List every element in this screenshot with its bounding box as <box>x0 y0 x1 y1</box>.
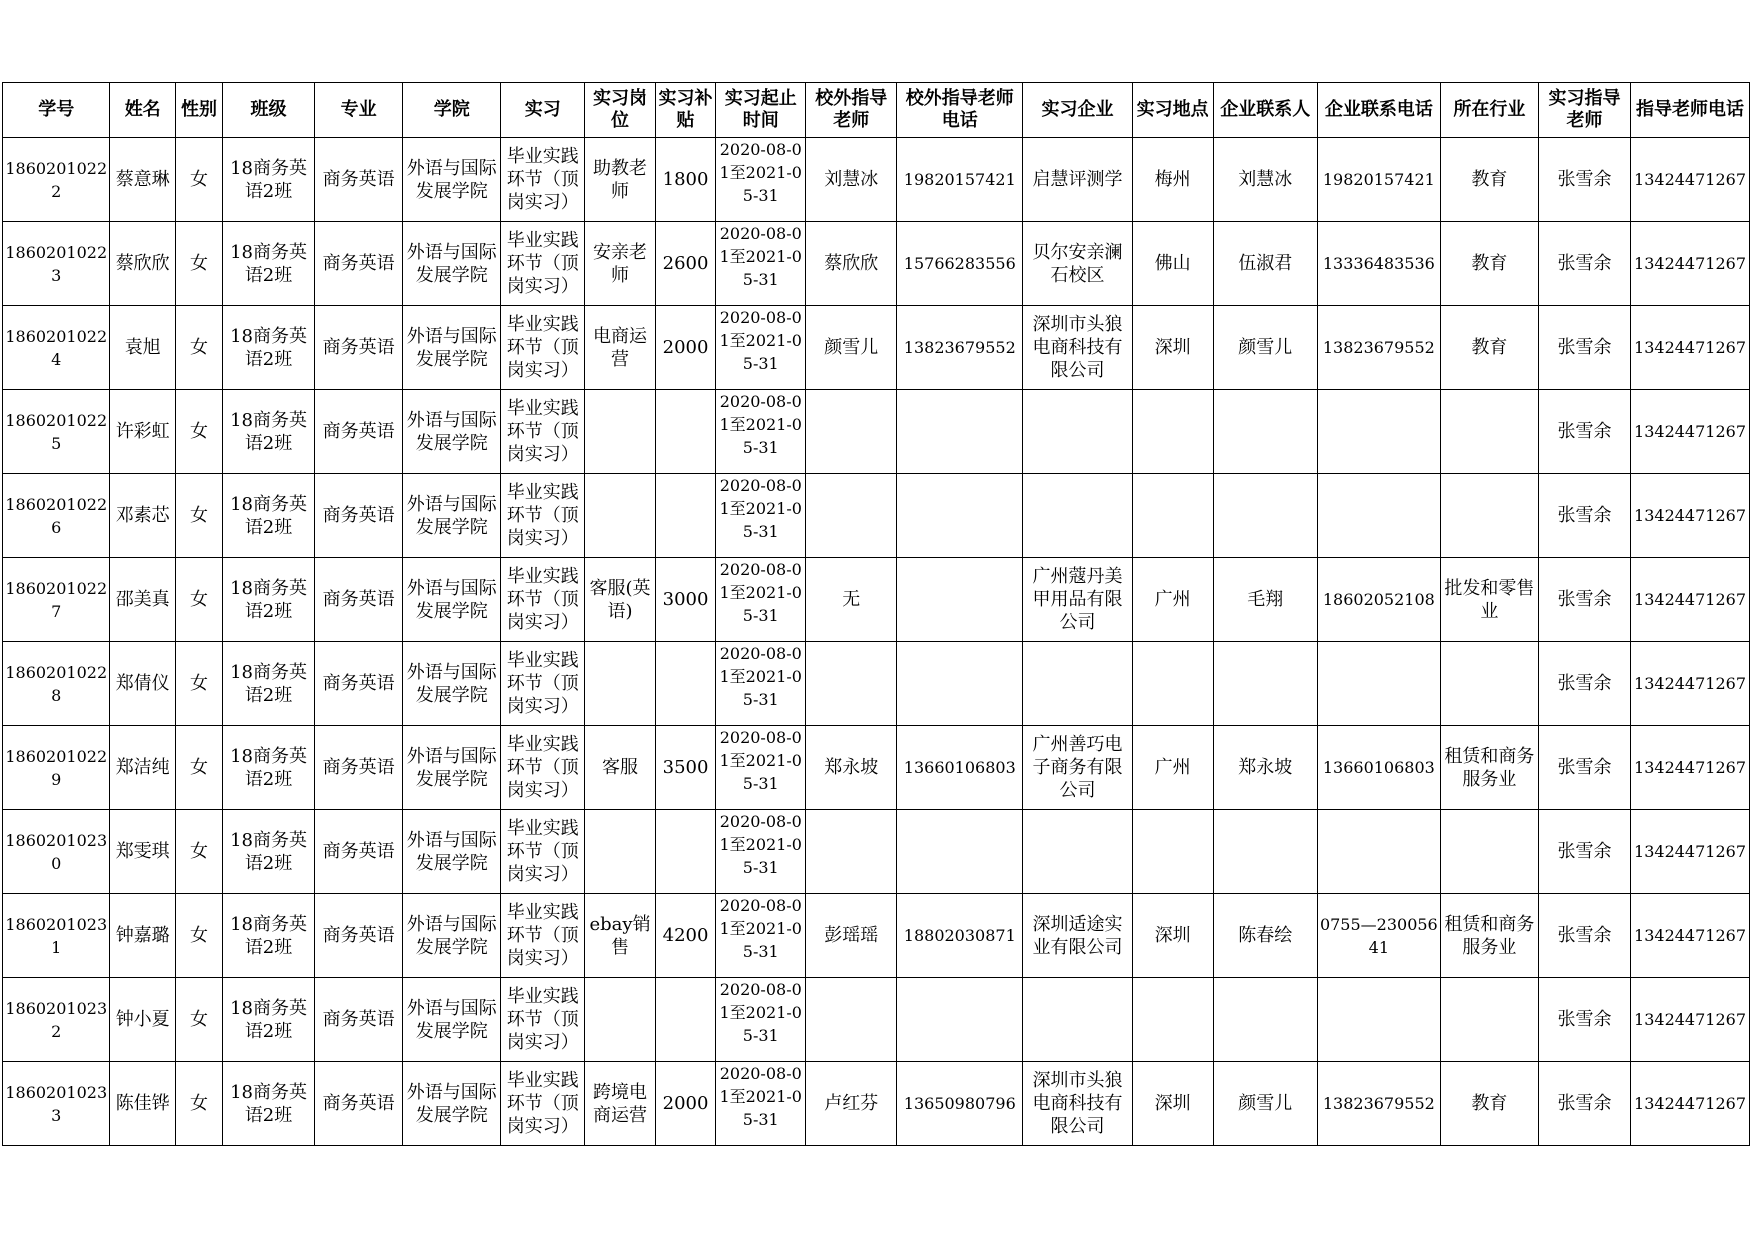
company-cell: 广州善巧电子商务有限公司 <box>1023 726 1133 810</box>
major-cell: 商务英语 <box>315 726 403 810</box>
company-contact-cell <box>1213 390 1317 474</box>
gender-cell: 女 <box>175 558 222 642</box>
header-class: 班级 <box>223 83 315 138</box>
company-cell: 深圳市头狼电商科技有限公司 <box>1023 1062 1133 1146</box>
student-id-cell: 18602010227 <box>3 558 110 642</box>
student-id-cell: 18602010223 <box>3 222 110 306</box>
table-row <box>3 810 1750 894</box>
class-cell: 18商务英语2班 <box>223 138 315 222</box>
internship-table <box>2 82 1750 1146</box>
position-cell: 电商运营 <box>585 306 656 390</box>
header-row <box>3 83 1750 138</box>
gender-cell: 女 <box>175 138 222 222</box>
period-cell <box>716 558 806 642</box>
period-text: 2020-08-01至2021-05-31 <box>719 1064 802 1129</box>
industry-cell: 批发和零售业 <box>1440 558 1538 642</box>
industry-cell: 教育 <box>1440 306 1538 390</box>
supervisor-phone-cell: 13424471267 <box>1631 474 1750 558</box>
position-cell <box>585 978 656 1062</box>
header-company-contact: 企业联系人 <box>1213 83 1317 138</box>
company-cell: 启慧评测学 <box>1023 138 1133 222</box>
position-cell: ebay销售 <box>585 894 656 978</box>
subsidy-cell: 2000 <box>655 1062 715 1146</box>
company-cell: 贝尔安亲澜石校区 <box>1023 222 1133 306</box>
external-mentor-phone-cell: 13650980796 <box>897 1062 1023 1146</box>
student-id-cell: 18602010229 <box>3 726 110 810</box>
location-cell <box>1132 390 1213 474</box>
name-cell: 钟嘉璐 <box>110 894 175 978</box>
period-cell <box>716 726 806 810</box>
header-subsidy: 实习补贴 <box>655 83 715 138</box>
student-id-cell: 18602010231 <box>3 894 110 978</box>
position-cell <box>585 810 656 894</box>
external-mentor-phone-cell <box>897 474 1023 558</box>
supervisor-phone-cell: 13424471267 <box>1631 558 1750 642</box>
company-contact-cell: 郑永坡 <box>1213 726 1317 810</box>
company-cell <box>1023 978 1133 1062</box>
external-mentor-cell: 彭瑶瑶 <box>806 894 897 978</box>
external-mentor-phone-cell: 19820157421 <box>897 138 1023 222</box>
position-cell: 安亲老师 <box>585 222 656 306</box>
table-row <box>3 978 1750 1062</box>
college-cell: 外语与国际发展学院 <box>403 1062 501 1146</box>
external-mentor-phone-cell <box>897 978 1023 1062</box>
name-cell: 邓素芯 <box>110 474 175 558</box>
internship-cell: 毕业实践环节（顶岗实习） <box>501 138 585 222</box>
company-phone-cell: 13660106803 <box>1317 726 1440 810</box>
header-external-mentor: 校外指导老师 <box>806 83 897 138</box>
supervisor-phone-cell: 13424471267 <box>1631 894 1750 978</box>
name-cell: 蔡意琳 <box>110 138 175 222</box>
company-phone-cell <box>1317 390 1440 474</box>
student-id-cell: 18602010228 <box>3 642 110 726</box>
period-text: 2020-08-01至2021-05-31 <box>719 308 802 373</box>
supervisor-phone-cell: 13424471267 <box>1631 810 1750 894</box>
subsidy-cell: 1800 <box>655 138 715 222</box>
company-contact-cell <box>1213 978 1317 1062</box>
industry-cell: 教育 <box>1440 222 1538 306</box>
class-cell: 18商务英语2班 <box>223 726 315 810</box>
position-cell <box>585 474 656 558</box>
subsidy-cell: 2000 <box>655 306 715 390</box>
location-cell: 深圳 <box>1132 1062 1213 1146</box>
table-row <box>3 1062 1750 1146</box>
external-mentor-cell: 刘慧冰 <box>806 138 897 222</box>
major-cell: 商务英语 <box>315 390 403 474</box>
supervisor-cell: 张雪余 <box>1538 222 1630 306</box>
table-row <box>3 306 1750 390</box>
position-cell <box>585 390 656 474</box>
header-external-mentor-phone: 校外指导老师电话 <box>897 83 1023 138</box>
college-cell: 外语与国际发展学院 <box>403 390 501 474</box>
supervisor-cell: 张雪余 <box>1538 306 1630 390</box>
company-phone-cell <box>1317 810 1440 894</box>
period-cell <box>716 978 806 1062</box>
period-cell <box>716 390 806 474</box>
location-cell <box>1132 474 1213 558</box>
name-cell: 袁旭 <box>110 306 175 390</box>
period-cell <box>716 894 806 978</box>
period-text: 2020-08-01至2021-05-31 <box>719 224 802 289</box>
subsidy-cell: 3500 <box>655 726 715 810</box>
subsidy-cell: 4200 <box>655 894 715 978</box>
industry-cell <box>1440 810 1538 894</box>
internship-cell: 毕业实践环节（顶岗实习） <box>501 726 585 810</box>
subsidy-cell <box>655 642 715 726</box>
gender-cell: 女 <box>175 810 222 894</box>
company-cell <box>1023 810 1133 894</box>
location-cell: 广州 <box>1132 726 1213 810</box>
supervisor-cell: 张雪余 <box>1538 642 1630 726</box>
supervisor-cell: 张雪余 <box>1538 138 1630 222</box>
name-cell: 郑洁纯 <box>110 726 175 810</box>
header-location: 实习地点 <box>1132 83 1213 138</box>
class-cell: 18商务英语2班 <box>223 222 315 306</box>
table-row <box>3 558 1750 642</box>
gender-cell: 女 <box>175 474 222 558</box>
supervisor-phone-cell: 13424471267 <box>1631 1062 1750 1146</box>
table-row <box>3 138 1750 222</box>
header-college: 学院 <box>403 83 501 138</box>
student-id-cell: 18602010233 <box>3 1062 110 1146</box>
table-row <box>3 390 1750 474</box>
industry-cell <box>1440 978 1538 1062</box>
period-cell <box>716 306 806 390</box>
student-id-cell: 18602010224 <box>3 306 110 390</box>
position-cell: 客服 <box>585 726 656 810</box>
header-gender: 性别 <box>175 83 222 138</box>
header-industry: 所在行业 <box>1440 83 1538 138</box>
name-cell: 郑倩仪 <box>110 642 175 726</box>
company-contact-cell <box>1213 642 1317 726</box>
company-cell: 深圳市头狼电商科技有限公司 <box>1023 306 1133 390</box>
period-cell <box>716 222 806 306</box>
subsidy-cell <box>655 810 715 894</box>
position-cell: 客服(英语) <box>585 558 656 642</box>
external-mentor-cell <box>806 642 897 726</box>
supervisor-phone-cell: 13424471267 <box>1631 138 1750 222</box>
industry-cell: 租赁和商务服务业 <box>1440 894 1538 978</box>
period-text: 2020-08-01至2021-05-31 <box>719 140 802 205</box>
company-phone-cell: 13336483536 <box>1317 222 1440 306</box>
college-cell: 外语与国际发展学院 <box>403 474 501 558</box>
gender-cell: 女 <box>175 978 222 1062</box>
external-mentor-phone-cell: 18802030871 <box>897 894 1023 978</box>
internship-cell: 毕业实践环节（顶岗实习） <box>501 306 585 390</box>
location-cell <box>1132 642 1213 726</box>
internship-cell: 毕业实践环节（顶岗实习） <box>501 558 585 642</box>
external-mentor-phone-cell <box>897 558 1023 642</box>
class-cell: 18商务英语2班 <box>223 978 315 1062</box>
subsidy-cell: 3000 <box>655 558 715 642</box>
gender-cell: 女 <box>175 642 222 726</box>
gender-cell: 女 <box>175 894 222 978</box>
supervisor-cell: 张雪余 <box>1538 474 1630 558</box>
major-cell: 商务英语 <box>315 894 403 978</box>
period-text: 2020-08-01至2021-05-31 <box>719 476 802 541</box>
gender-cell: 女 <box>175 726 222 810</box>
college-cell: 外语与国际发展学院 <box>403 222 501 306</box>
major-cell: 商务英语 <box>315 642 403 726</box>
supervisor-cell: 张雪余 <box>1538 726 1630 810</box>
student-id-cell: 18602010225 <box>3 390 110 474</box>
table-row <box>3 894 1750 978</box>
industry-cell <box>1440 474 1538 558</box>
major-cell: 商务英语 <box>315 138 403 222</box>
company-contact-cell: 颜雪儿 <box>1213 1062 1317 1146</box>
table-row <box>3 474 1750 558</box>
company-contact-cell: 刘慧冰 <box>1213 138 1317 222</box>
external-mentor-phone-cell <box>897 810 1023 894</box>
table-row <box>3 642 1750 726</box>
industry-cell: 租赁和商务服务业 <box>1440 726 1538 810</box>
college-cell: 外语与国际发展学院 <box>403 138 501 222</box>
supervisor-phone-cell: 13424471267 <box>1631 978 1750 1062</box>
header-period: 实习起止时间 <box>716 83 806 138</box>
subsidy-cell: 2600 <box>655 222 715 306</box>
major-cell: 商务英语 <box>315 1062 403 1146</box>
company-phone-cell: 0755—23005641 <box>1317 894 1440 978</box>
external-mentor-phone-cell: 13823679552 <box>897 306 1023 390</box>
external-mentor-cell: 郑永坡 <box>806 726 897 810</box>
student-id-cell: 18602010232 <box>3 978 110 1062</box>
industry-cell <box>1440 390 1538 474</box>
internship-cell: 毕业实践环节（顶岗实习） <box>501 810 585 894</box>
external-mentor-cell: 卢红芬 <box>806 1062 897 1146</box>
major-cell: 商务英语 <box>315 978 403 1062</box>
company-phone-cell: 13823679552 <box>1317 306 1440 390</box>
header-position: 实习岗位 <box>585 83 656 138</box>
company-phone-cell <box>1317 474 1440 558</box>
location-cell: 佛山 <box>1132 222 1213 306</box>
location-cell <box>1132 810 1213 894</box>
period-text: 2020-08-01至2021-05-31 <box>719 560 802 625</box>
header-supervisor-phone: 指导老师电话 <box>1631 83 1750 138</box>
period-cell <box>716 810 806 894</box>
header-supervisor: 实习指导老师 <box>1538 83 1630 138</box>
class-cell: 18商务英语2班 <box>223 894 315 978</box>
internship-cell: 毕业实践环节（顶岗实习） <box>501 642 585 726</box>
college-cell: 外语与国际发展学院 <box>403 978 501 1062</box>
student-id-cell: 18602010222 <box>3 138 110 222</box>
external-mentor-phone-cell: 15766283556 <box>897 222 1023 306</box>
college-cell: 外语与国际发展学院 <box>403 306 501 390</box>
company-contact-cell <box>1213 810 1317 894</box>
industry-cell: 教育 <box>1440 1062 1538 1146</box>
major-cell: 商务英语 <box>315 222 403 306</box>
company-contact-cell: 毛翔 <box>1213 558 1317 642</box>
external-mentor-cell: 蔡欣欣 <box>806 222 897 306</box>
company-cell <box>1023 474 1133 558</box>
external-mentor-cell: 无 <box>806 558 897 642</box>
class-cell: 18商务英语2班 <box>223 306 315 390</box>
internship-cell: 毕业实践环节（顶岗实习） <box>501 1062 585 1146</box>
company-contact-cell <box>1213 474 1317 558</box>
internship-cell: 毕业实践环节（顶岗实习） <box>501 222 585 306</box>
internship-cell: 毕业实践环节（顶岗实习） <box>501 474 585 558</box>
internship-cell: 毕业实践环节（顶岗实习） <box>501 894 585 978</box>
position-cell: 跨境电商运营 <box>585 1062 656 1146</box>
company-contact-cell: 颜雪儿 <box>1213 306 1317 390</box>
location-cell: 广州 <box>1132 558 1213 642</box>
name-cell: 邵美真 <box>110 558 175 642</box>
supervisor-cell: 张雪余 <box>1538 1062 1630 1146</box>
supervisor-cell: 张雪余 <box>1538 390 1630 474</box>
supervisor-cell: 张雪余 <box>1538 894 1630 978</box>
period-text: 2020-08-01至2021-05-31 <box>719 392 802 457</box>
class-cell: 18商务英语2班 <box>223 474 315 558</box>
college-cell: 外语与国际发展学院 <box>403 894 501 978</box>
period-cell <box>716 474 806 558</box>
industry-cell <box>1440 642 1538 726</box>
class-cell: 18商务英语2班 <box>223 642 315 726</box>
name-cell: 郑雯琪 <box>110 810 175 894</box>
location-cell <box>1132 978 1213 1062</box>
class-cell: 18商务英语2班 <box>223 558 315 642</box>
external-mentor-cell: 颜雪儿 <box>806 306 897 390</box>
header-major: 专业 <box>315 83 403 138</box>
company-cell <box>1023 390 1133 474</box>
header-internship: 实习 <box>501 83 585 138</box>
company-cell: 深圳适途实业有限公司 <box>1023 894 1133 978</box>
gender-cell: 女 <box>175 222 222 306</box>
header-company: 实习企业 <box>1023 83 1133 138</box>
college-cell: 外语与国际发展学院 <box>403 642 501 726</box>
subsidy-cell <box>655 978 715 1062</box>
name-cell: 许彩虹 <box>110 390 175 474</box>
location-cell: 梅州 <box>1132 138 1213 222</box>
location-cell: 深圳 <box>1132 306 1213 390</box>
company-cell <box>1023 642 1133 726</box>
gender-cell: 女 <box>175 1062 222 1146</box>
company-cell: 广州蔻丹美甲用品有限公司 <box>1023 558 1133 642</box>
college-cell: 外语与国际发展学院 <box>403 810 501 894</box>
internship-cell: 毕业实践环节（顶岗实习） <box>501 390 585 474</box>
period-text: 2020-08-01至2021-05-31 <box>719 728 802 793</box>
major-cell: 商务英语 <box>315 306 403 390</box>
supervisor-phone-cell: 13424471267 <box>1631 306 1750 390</box>
period-text: 2020-08-01至2021-05-31 <box>719 812 802 877</box>
period-cell <box>716 138 806 222</box>
subsidy-cell <box>655 474 715 558</box>
gender-cell: 女 <box>175 306 222 390</box>
external-mentor-cell <box>806 810 897 894</box>
class-cell: 18商务英语2班 <box>223 810 315 894</box>
student-id-cell: 18602010230 <box>3 810 110 894</box>
header-name: 姓名 <box>110 83 175 138</box>
external-mentor-phone-cell <box>897 390 1023 474</box>
supervisor-phone-cell: 13424471267 <box>1631 642 1750 726</box>
external-mentor-cell <box>806 978 897 1062</box>
company-phone-cell <box>1317 978 1440 1062</box>
company-phone-cell: 19820157421 <box>1317 138 1440 222</box>
supervisor-cell: 张雪余 <box>1538 810 1630 894</box>
table-body <box>3 138 1750 1146</box>
supervisor-cell: 张雪余 <box>1538 558 1630 642</box>
supervisor-phone-cell: 13424471267 <box>1631 222 1750 306</box>
supervisor-cell: 张雪余 <box>1538 978 1630 1062</box>
industry-cell: 教育 <box>1440 138 1538 222</box>
student-id-cell: 18602010226 <box>3 474 110 558</box>
position-cell: 助教老师 <box>585 138 656 222</box>
gender-cell: 女 <box>175 390 222 474</box>
name-cell: 陈佳铧 <box>110 1062 175 1146</box>
period-cell <box>716 642 806 726</box>
name-cell: 钟小夏 <box>110 978 175 1062</box>
period-text: 2020-08-01至2021-05-31 <box>719 644 802 709</box>
name-cell: 蔡欣欣 <box>110 222 175 306</box>
company-contact-cell: 伍淑君 <box>1213 222 1317 306</box>
company-contact-cell: 陈春绘 <box>1213 894 1317 978</box>
table-row <box>3 726 1750 810</box>
header-student-id: 学号 <box>3 83 110 138</box>
supervisor-phone-cell: 13424471267 <box>1631 390 1750 474</box>
major-cell: 商务英语 <box>315 810 403 894</box>
college-cell: 外语与国际发展学院 <box>403 726 501 810</box>
location-cell: 深圳 <box>1132 894 1213 978</box>
period-text: 2020-08-01至2021-05-31 <box>719 896 802 961</box>
internship-cell: 毕业实践环节（顶岗实习） <box>501 978 585 1062</box>
table-row <box>3 222 1750 306</box>
college-cell: 外语与国际发展学院 <box>403 558 501 642</box>
external-mentor-phone-cell: 13660106803 <box>897 726 1023 810</box>
external-mentor-cell <box>806 474 897 558</box>
external-mentor-cell <box>806 390 897 474</box>
header-company-phone: 企业联系电话 <box>1317 83 1440 138</box>
subsidy-cell <box>655 390 715 474</box>
major-cell: 商务英语 <box>315 474 403 558</box>
class-cell: 18商务英语2班 <box>223 390 315 474</box>
major-cell: 商务英语 <box>315 558 403 642</box>
period-cell <box>716 1062 806 1146</box>
company-phone-cell <box>1317 642 1440 726</box>
company-phone-cell: 18602052108 <box>1317 558 1440 642</box>
external-mentor-phone-cell <box>897 642 1023 726</box>
company-phone-cell: 13823679552 <box>1317 1062 1440 1146</box>
position-cell <box>585 642 656 726</box>
supervisor-phone-cell: 13424471267 <box>1631 726 1750 810</box>
class-cell: 18商务英语2班 <box>223 1062 315 1146</box>
period-text: 2020-08-01至2021-05-31 <box>719 980 802 1045</box>
